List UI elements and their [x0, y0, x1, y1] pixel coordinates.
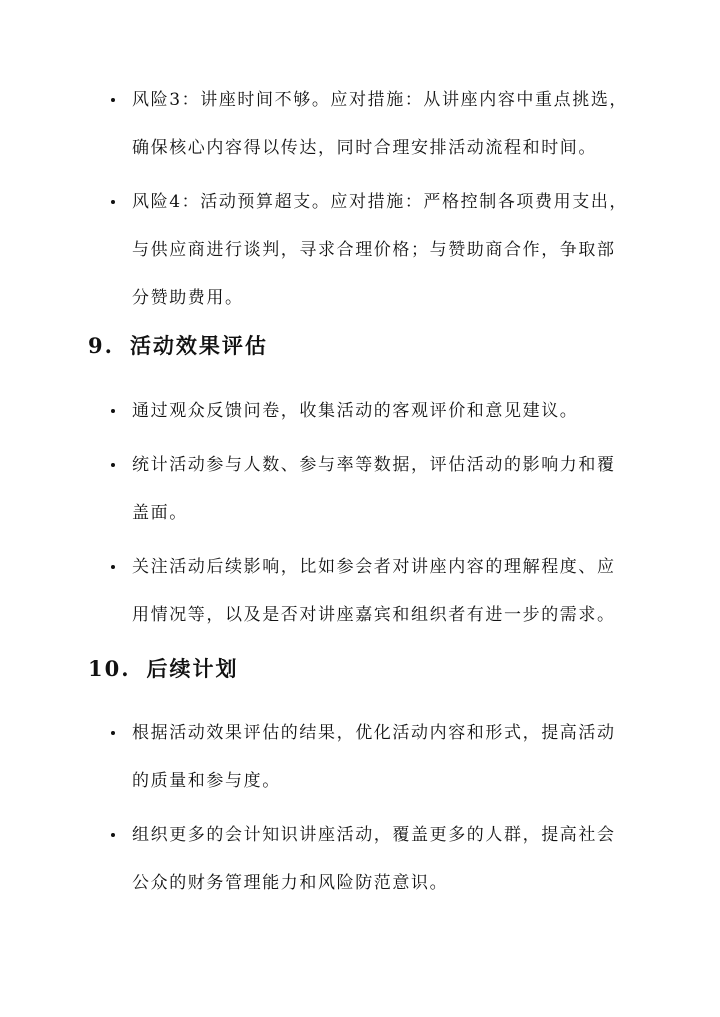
list-item-optimize: 根据活动效果评估的结果，优化活动内容和形式，提高活动的质量和参与度。 [132, 709, 632, 805]
list-item-follow-impact: 关注活动后续影响，比如参会者对讲座内容的理解程度、应用情况等，以及是否对讲座嘉宾和组织者有进一步的需求。 [132, 543, 632, 639]
section-title: 活动效果评估 [129, 333, 268, 358]
list-item-more-lectures: 组织更多的会计知识讲座活动，覆盖更多的人群，提高社会公众的财务管理能力和风险防范意识。 [132, 811, 632, 907]
list-item-risk-3: 风险3：讲座时间不够。应对措施：从讲座内容中重点挑选，确保核心内容得以传达，同时合理安排活动流程和时间。 [132, 76, 632, 172]
list-item-feedback-survey: 通过观众反馈问卷，收集活动的客观评价和意见建议。 [132, 387, 632, 435]
section-number: 10. [88, 656, 131, 681]
section-number: 9. [88, 333, 114, 358]
list-item-statistics: 统计活动参与人数、参与率等数据，评估活动的影响力和覆盖面。 [132, 441, 632, 537]
list-item-risk-4: 风险4：活动预算超支。应对措施：严格控制各项费用支出，与供应商进行谈判，寻求合理价格；与赞助商合作，争取部分赞助费用。 [132, 178, 632, 322]
section-heading-evaluation [88, 331, 268, 361]
section-heading-follow-up [88, 654, 239, 684]
section-title: 后续计划 [146, 656, 239, 681]
